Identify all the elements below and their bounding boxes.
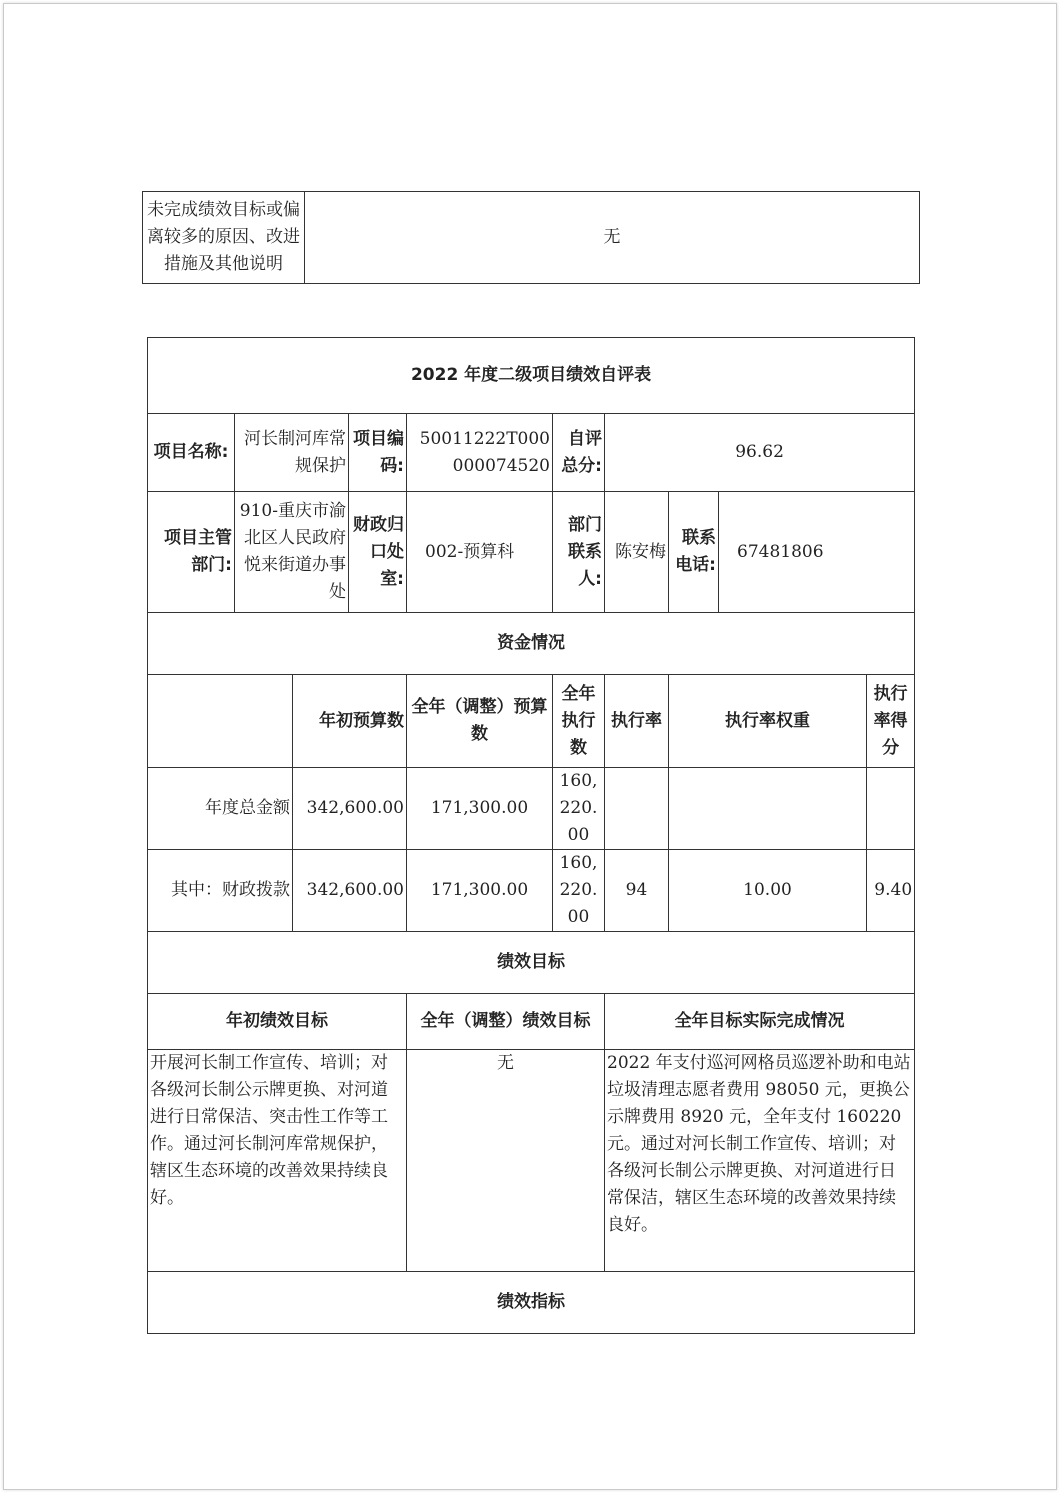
note-value: 无 <box>305 192 920 284</box>
self-score-label: 自评总分: <box>553 414 605 492</box>
dept: 910-重庆市渝北区人民政府悦来街道办事处 <box>235 492 349 613</box>
funds-row-label: 其中：财政拨款 <box>148 850 293 932</box>
phone-label: 联系电话: <box>669 492 719 613</box>
note-label: 未完成绩效目标或偏离较多的原因、改进措施及其他说明 <box>143 192 305 284</box>
contact: 陈安梅 <box>605 492 669 613</box>
project-name-label: 项目名称: <box>148 414 235 492</box>
funds-row-executed: 160,220.00 <box>553 850 605 932</box>
goals-header-adjusted: 全年（调整）绩效目标 <box>407 994 605 1050</box>
table-title: 2022 年度二级项目绩效自评表 <box>148 338 915 414</box>
funds-row-rate: 94 <box>605 850 669 932</box>
funds-heading: 资金情况 <box>148 613 915 675</box>
funds-row-adjusted: 171,300.00 <box>407 768 553 850</box>
funds-row <box>148 850 915 932</box>
funds-row-weight <box>669 768 867 850</box>
project-name: 河长制河库常规保护 <box>235 414 349 492</box>
goals-header-initial: 年初绩效目标 <box>148 994 407 1050</box>
goals-heading: 绩效目标 <box>148 932 915 994</box>
performance-table <box>147 337 915 1334</box>
finance-office-label: 财政归口处室: <box>349 492 407 613</box>
funds-row-initial: 342,600.00 <box>293 850 407 932</box>
funds-header-executed: 全年执行数 <box>553 675 605 768</box>
funds-row-rate <box>605 768 669 850</box>
project-code: 50011222T000000074520 <box>407 414 553 492</box>
funds-header-adjusted: 全年（调整）预算数 <box>407 675 553 768</box>
goal-initial: 开展河长制工作宣传、培训；对各级河长制公示牌更换、对河道进行日常保洁、突击性工作等工作。通过河长制河库常规保护，辖区生态环境的改善效果持续良好。 <box>148 1050 407 1272</box>
finance-office: 002-预算科 <box>407 492 553 613</box>
funds-row <box>148 768 915 850</box>
funds-header-weight: 执行率权重 <box>669 675 867 768</box>
phone: 67481806 <box>719 492 915 613</box>
contact-label: 部门联系人: <box>553 492 605 613</box>
goal-adjusted: 无 <box>407 1050 605 1272</box>
note-table <box>142 191 920 284</box>
indicators-heading: 绩效指标 <box>148 1272 915 1334</box>
funds-row-executed: 160,220.00 <box>553 768 605 850</box>
funds-header-score: 执行率得分 <box>867 675 915 768</box>
dept-label: 项目主管部门: <box>148 492 235 613</box>
funds-row-initial: 342,600.00 <box>293 768 407 850</box>
funds-row-label: 年度总金额 <box>148 768 293 850</box>
goals-header-actual: 全年目标实际完成情况 <box>605 994 915 1050</box>
funds-header-blank <box>148 675 293 768</box>
funds-header-initial: 年初预算数 <box>293 675 407 768</box>
funds-row-adjusted: 171,300.00 <box>407 850 553 932</box>
funds-row-score: 9.40 <box>867 850 915 932</box>
funds-row-score <box>867 768 915 850</box>
goal-actual: 2022 年支付巡河网格员巡逻补助和电站垃圾清理志愿者费用 98050 元，更换公示牌费用 8920 元，全年支付 160220 元。通过对河长制工作宣传、培训；对各级河长制公示牌更换、对河道进行日常保洁，辖区生态环境的改善效果持续良好。 <box>605 1050 915 1272</box>
project-code-label: 项目编码: <box>349 414 407 492</box>
self-score: 96.62 <box>605 414 915 492</box>
funds-row-weight: 10.00 <box>669 850 867 932</box>
funds-header-rate: 执行率 <box>605 675 669 768</box>
